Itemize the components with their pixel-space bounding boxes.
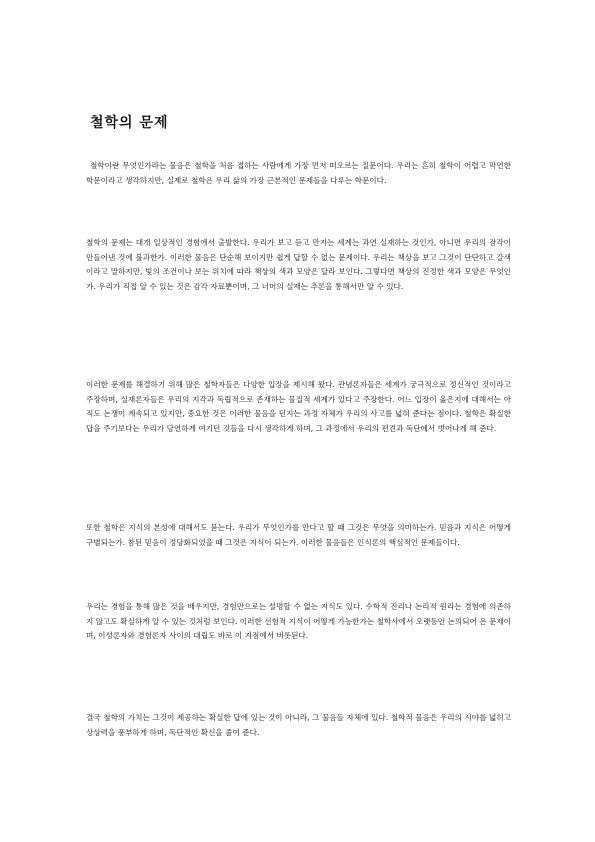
paragraph-2: 철학의 문제는 대개 일상적인 경험에서 출발한다. 우리가 보고 듣고 만지는 세계는 과연 실재하는 것인가, 아니면 우리의 감각이 만들어낸 것에 불과한가. 이러한 물음은 단순해 보이지만 쉽게 답할 수 없는 문제이다. 우리는 책상을 보고 그것이 단단하고 갈색이라고 말하지만, 빛의 조건이나 보는 위치에 따라 책상의 색과 모양은 달라 보인다. 그렇다면 책상의 진정한 색과 모양은 무엇인가. 우리가 직접 알 수 있는 것은 감각 자료뿐이며, 그 너머의 실재는 추론을 통해서만 알 수 있다. [86,238,511,291]
paragraph-3: 이러한 문제를 해결하기 위해 많은 철학자들은 다양한 입장을 제시해 왔다. 관념론자들은 세계가 궁극적으로 정신적인 것이라고 주장하며, 실재론자들은 우리의 지각과 독립적으로 존재하는 물질적 세계가 있다고 주장한다. 어느 입장이 옳은지에 대해서는 아직도 논쟁이 계속되고 있지만, 중요한 것은 이러한 물음을 던지는 과정 자체가 우리의 사고를 넓혀 준다는 점이다. 철학은 확실한 답을 주기보다는 우리가 당연하게 여기던 것들을 다시 생각하게 하며, 그 과정에서 우리의 편견과 독단에서 벗어나게 해 준다. [86,380,511,433]
paragraph-1: 철학이란 무엇인가라는 물음은 철학을 처음 접하는 사람에게 가장 먼저 떠오르는 질문이다. 우리는 흔히 철학이 어렵고 막연한 학문이라고 생각하지만, 실제로 철학은 우리 삶의 가장 근본적인 문제들을 다루는 학문이다. [86,161,511,185]
paragraph-6: 결국 철학의 가치는 그것이 제공하는 확실한 답에 있는 것이 아니라, 그 물음들 자체에 있다. 철학적 물음은 우리의 시야를 넓히고 상상력을 풍부하게 하며, 독단적인 확신을 줄여 준다. [86,713,511,737]
paragraph-4: 또한 철학은 지식의 본성에 대해서도 묻는다. 우리가 무엇인가를 안다고 할 때 그것은 무엇을 의미하는가. 믿음과 지식은 어떻게 구별되는가. 참된 믿음이 정당화되었을 때 그것은 지식이 되는가. 이러한 물음들은 인식론의 핵심적인 문제들이다. [86,523,511,547]
document-title: 철학의 문제 [90,115,169,131]
paragraph-5: 우리는 경험을 통해 많은 것을 배우지만, 경험만으로는 설명할 수 없는 지식도 있다. 수학적 진리나 논리적 원리는 경험에 의존하지 않고도 확실하게 알 수 있는 것처럼 보인다. 이러한 선험적 지식이 어떻게 가능한가는 철학사에서 오랫동안 논의되어 온 문제이며, 이성론자와 경험론자 사이의 대립도 바로 이 지점에서 비롯된다. [86,602,511,641]
